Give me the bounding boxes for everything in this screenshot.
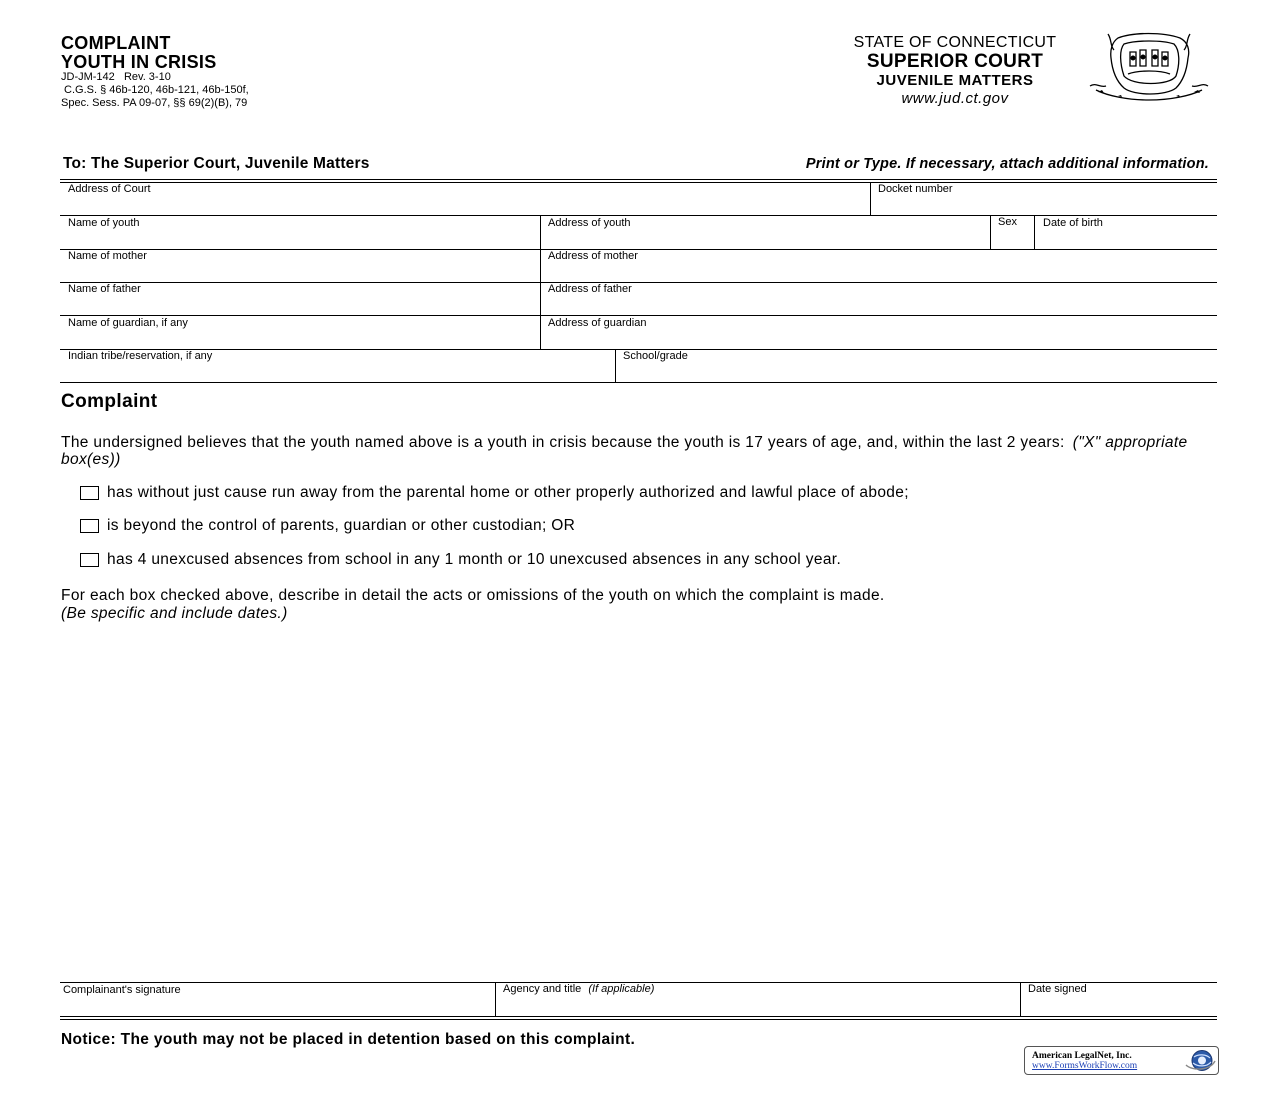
form-title: [61, 34, 217, 72]
form-top-rule: [60, 179, 1217, 180]
form-title-line2: YOUTH IN CRISIS: [61, 52, 217, 72]
complaint-intro: [61, 434, 1221, 468]
option-beyond-control-label: is beyond the control of parents, guardian or other custodian; OR: [107, 517, 576, 534]
agency-title-hint: (If applicable): [588, 983, 655, 995]
court-state: STATE OF CONNECTICUT: [853, 34, 1057, 51]
row-divider-3: [60, 282, 1217, 283]
form-title-line1: COMPLAINT: [61, 33, 171, 53]
state-seal-icon: [1088, 30, 1210, 104]
address-of-youth-field[interactable]: Address of youth: [548, 217, 631, 229]
complaint-details-area[interactable]: [60, 635, 1217, 975]
address-of-guardian-field[interactable]: Address of guardian: [548, 317, 647, 329]
legalnet-url-link[interactable]: www.FormsWorkFlow.com: [1032, 1061, 1138, 1071]
complaint-heading: Complaint: [61, 391, 158, 412]
name-of-mother-field[interactable]: Name of mother: [68, 250, 147, 262]
checkbox-absences[interactable]: [80, 553, 99, 567]
detention-notice: Notice: The youth may not be placed in detention based on this complaint.: [61, 1031, 636, 1048]
addressee-line: To: The Superior Court, Juvenile Matters: [63, 155, 370, 172]
form-number: JD-JM-142 Rev. 3-10: [61, 71, 171, 83]
option-absences[interactable]: [80, 551, 841, 569]
option-runaway[interactable]: [80, 484, 909, 502]
checkbox-beyond-control[interactable]: [80, 519, 99, 533]
court-header: [800, 34, 1110, 107]
row-divider-1: [60, 215, 1217, 216]
court-website: www.jud.ct.gov: [901, 90, 1009, 107]
col-divider-dob: [1034, 216, 1035, 249]
complaint-intro-hint: ("X" appropriate box(es)): [61, 434, 1188, 468]
agency-title-field[interactable]: [503, 983, 654, 995]
col-divider-address: [540, 216, 541, 349]
legalnet-company: American LegalNet, Inc.: [1032, 1051, 1132, 1061]
describe-text: For each box checked above, describe in detail the acts or omissions of the youth on which the complaint is made.: [61, 587, 885, 604]
signature-bottom-rule: [60, 1016, 1217, 1017]
instructions-line: Print or Type. If necessary, attach additional information.: [805, 156, 1209, 172]
date-signed-field[interactable]: Date signed: [1028, 983, 1087, 995]
complainant-signature-field[interactable]: Complainant's signature: [63, 984, 181, 996]
legalnet-globe-icon: [1180, 1049, 1216, 1072]
address-of-court-field[interactable]: Address of Court: [68, 183, 151, 195]
sex-field[interactable]: Sex: [998, 216, 1017, 228]
row-divider-6: [60, 382, 1217, 383]
describe-hint: (Be specific and include dates.): [61, 605, 288, 622]
name-of-youth-field[interactable]: Name of youth: [68, 217, 140, 229]
col-divider-school: [615, 350, 616, 382]
docket-number-field[interactable]: Docket number: [878, 183, 953, 195]
school-grade-field[interactable]: School/grade: [623, 350, 688, 362]
option-absences-label: has 4 unexcused absences from school in any 1 month or 10 unexcused absences in any school year.: [107, 551, 842, 568]
option-beyond-control[interactable]: [80, 517, 575, 535]
name-of-guardian-field[interactable]: Name of guardian, if any: [68, 317, 188, 329]
form-meta: [61, 71, 249, 110]
checkbox-runaway[interactable]: [80, 486, 99, 500]
statute-line2: Spec. Sess. PA 09-07, §§ 69(2)(B), 79: [61, 97, 248, 109]
agency-title-label: Agency and title: [503, 983, 582, 995]
complaint-intro-text: The undersigned believes that the youth named above is a youth in crisis because the youth is 17 years of age, and, within the last 2 years:: [61, 434, 1065, 451]
col-divider-docket: [870, 183, 871, 215]
describe-instructions: [61, 587, 885, 623]
row-divider-2: [60, 249, 1217, 250]
option-runaway-label: has without just cause run away from the parental home or other properly authorized and lawful place of abode;: [107, 484, 909, 501]
row-divider-4: [60, 315, 1217, 316]
court-name: SUPERIOR COURT: [866, 51, 1044, 72]
address-of-father-field[interactable]: Address of father: [548, 283, 632, 295]
col-divider-date: [1020, 983, 1021, 1016]
name-of-father-field[interactable]: Name of father: [68, 283, 141, 295]
col-divider-sex: [990, 216, 991, 249]
court-division: JUVENILE MATTERS: [876, 72, 1034, 89]
col-divider-agency: [495, 983, 496, 1016]
form-top-rule-2: [60, 182, 1217, 183]
indian-tribe-field[interactable]: Indian tribe/reservation, if any: [68, 350, 213, 362]
address-of-mother-field[interactable]: Address of mother: [548, 250, 638, 262]
signature-bottom-rule-2: [60, 1019, 1217, 1020]
statute-line1: C.G.S. § 46b-120, 46b-121, 46b-150f,: [61, 84, 249, 96]
date-of-birth-field[interactable]: Date of birth: [1043, 217, 1103, 229]
legalnet-badge[interactable]: [1024, 1046, 1219, 1075]
